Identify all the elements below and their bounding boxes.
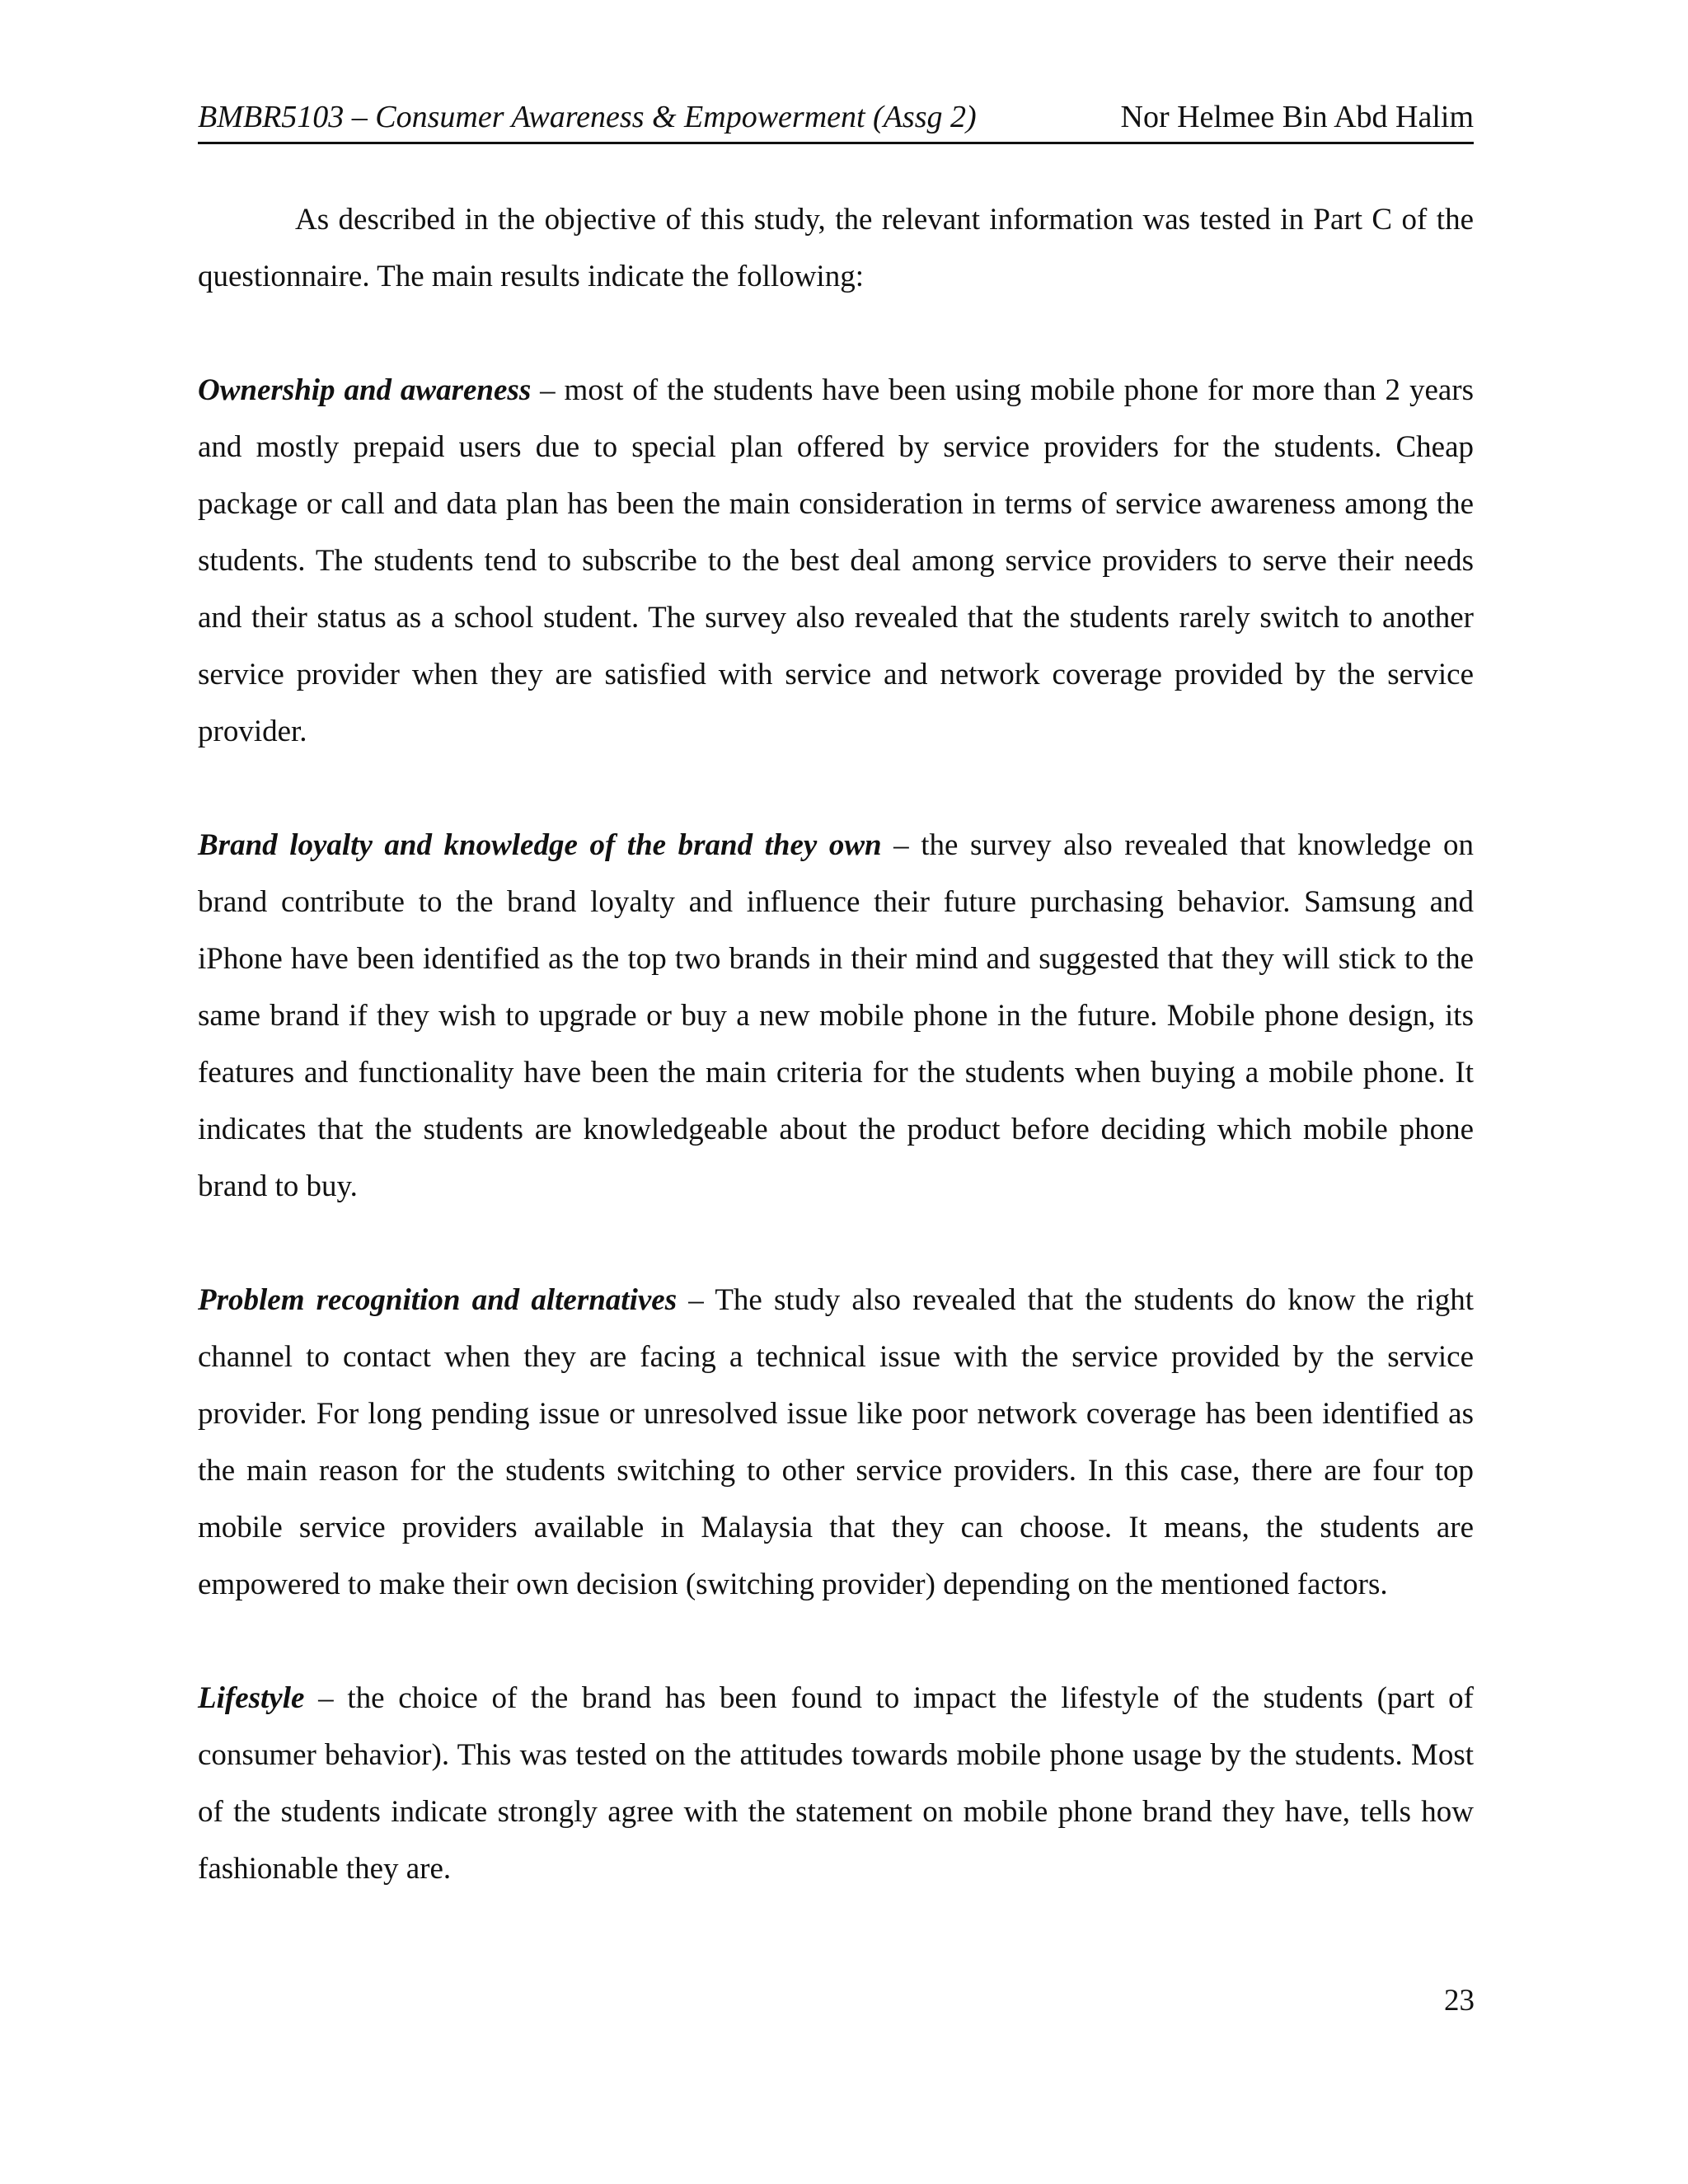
lifestyle-paragraph bbox=[198, 1670, 1474, 1897]
paragraph-text: As described in the objective of this study, the relevant information was tested in Part C of the questionnaire. The main results indicate the following: bbox=[198, 203, 1474, 293]
problem-recognition-paragraph bbox=[198, 1272, 1474, 1613]
paragraph-text: most of the students have been using mobile phone for more than 2 years and mostly prepaid users due to special plan offered by service providers for the students. Cheap package or call and data plan has been the main consideration in terms of service awareness among the students. The students tend to subscribe to the best deal among service providers to serve their needs and their status as a school student. The survey also revealed that the students rarely switch to another service provider when they are satisfied with service and network coverage provided by the service provider. bbox=[198, 373, 1475, 748]
page-number: 23 bbox=[1444, 1984, 1475, 2018]
header-author: Nor Helmee Bin Abd Halim bbox=[1120, 100, 1474, 134]
intro-paragraph bbox=[198, 191, 1474, 305]
section-heading: Ownership and awareness bbox=[198, 373, 532, 407]
ownership-paragraph bbox=[198, 362, 1474, 760]
page-header bbox=[198, 96, 1474, 144]
document-body bbox=[198, 191, 1474, 1954]
paragraph-text: The study also revealed that the students do know the right channel to contact when they are facing a technical issue with the service provided by the service provider. For long pending issue or unresolved issue like poor network coverage has been identified as the main reason for the students switching to other service providers. In this case, there are four top mobile service providers available in Malaysia that they can choose. It means, the students are empowered to make their own decision (switching provider) depending on the mentioned factors. bbox=[198, 1283, 1474, 1601]
section-heading: Lifestyle bbox=[198, 1681, 305, 1715]
heading-separator: – bbox=[304, 1681, 348, 1715]
heading-separator: – bbox=[531, 373, 565, 407]
heading-separator: – bbox=[881, 828, 921, 862]
paragraph-text: the survey also revealed that knowledge on brand contribute to the brand loyalty and influence their future purchasing behavior. Samsung and iPhone have been identified as the top two brands in their mind and suggested that they will stick to the same brand if they wish to upgrade or buy a new mobile phone in the future. Mobile phone design, its features and functionality have been the main criteria for the students when buying a mobile phone. It indicates that the students are knowledgeable about the product before deciding which mobile phone brand to buy. bbox=[198, 828, 1474, 1203]
brand-loyalty-paragraph bbox=[198, 817, 1474, 1215]
paragraph-text: the choice of the brand has been found to impact the lifestyle of the students (part of consumer behavior). This was tested on the attitudes towards mobile phone usage by the students. Most of the students indicate strongly agree with the statement on mobile phone brand they have, tells how fashionable they are. bbox=[198, 1681, 1475, 1886]
section-heading: Brand loyalty and knowledge of the brand they own bbox=[198, 828, 882, 862]
heading-separator: – bbox=[677, 1283, 715, 1317]
header-course-title: BMBR5103 – Consumer Awareness & Empowerment (Assg 2) bbox=[198, 100, 977, 134]
section-heading: Problem recognition and alternatives bbox=[198, 1283, 678, 1317]
